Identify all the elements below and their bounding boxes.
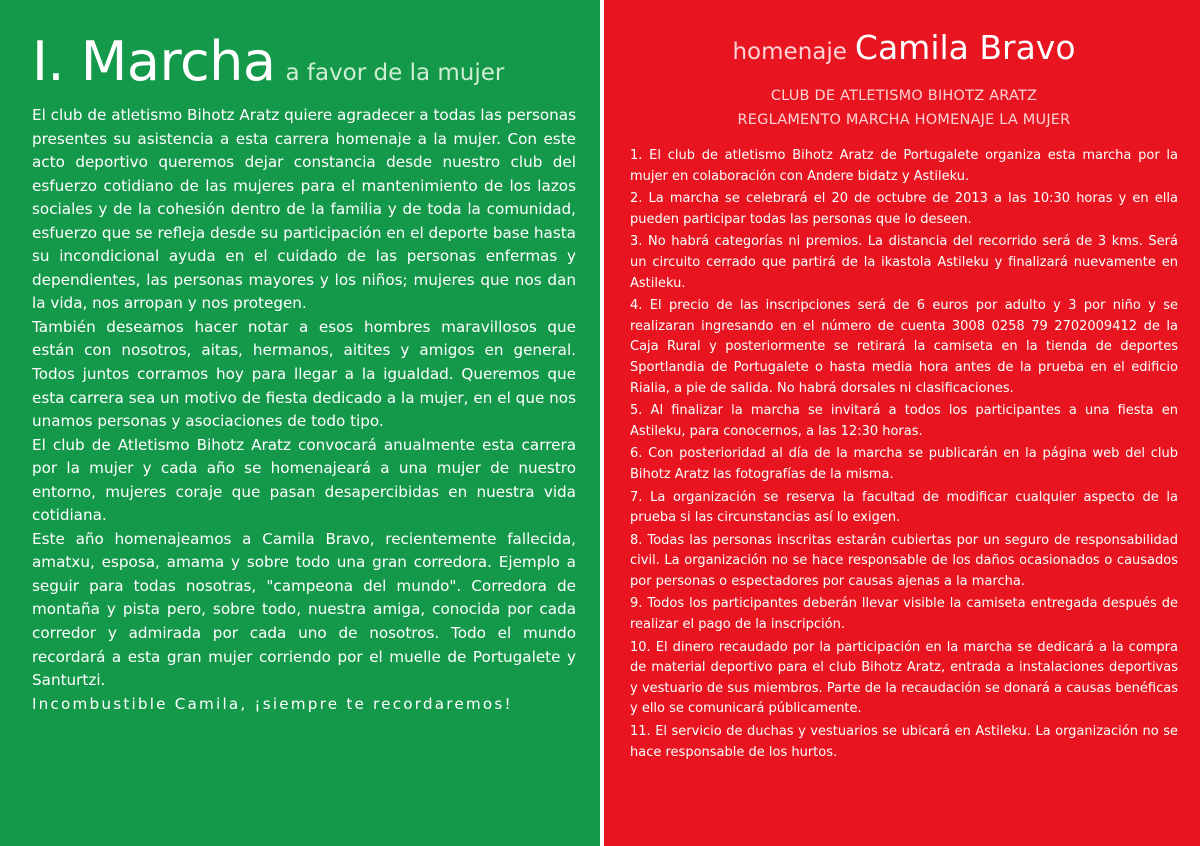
rule-item: 3. No habrá categorías ni premios. La distancia del recorrido será de 3 kms. Será un circuito cerrado que partirá de la ikastola Astileku y finalizará nuevamente en Astileku. bbox=[630, 234, 1178, 291]
rule-item: 9. Todos los participantes deberán llevar visible la camiseta entregada después de realizar el pago de la inscripción. bbox=[630, 596, 1178, 633]
rule-item: 8. Todas las personas inscritas estarán cubiertas por un seguro de responsabilidad civil. La organización no se hace responsable de los daños ocasionados o causados por personas o espectadores por causas ajenas a la marcha. bbox=[630, 532, 1178, 589]
regulation-title: REGLAMENTO MARCHA HOMENAJE LA MUJER bbox=[737, 112, 1071, 128]
right-panel bbox=[604, 0, 1200, 846]
rule-item: 7. La organización se reserva la facultad de modificar cualquier aspecto de la prueba si las circunstancias así lo exigen. bbox=[630, 489, 1178, 526]
tribute-paragraph: Este año homenajeamos a Camila Bravo, recientemente fallecida, amatxu, esposa, amama y sobre todo una gran corredora. Ejemplo a seguir para todas nosotras, "campeona del mundo". Corredora de montaña y pista pero, sobre todo, nuestra amiga, conocida por cada corredor y admirada por cada uno de nosotros. Todo el mundo recordará a esta gran mujer corriendo por el muelle de Portugalete y Santurtzi. bbox=[32, 529, 576, 690]
rule-item: 10. El dinero recaudado por la participación en la marcha se dedicará a la compra de material deportivo para el club Bihotz Aratz, entrada a instalaciones deportivas y vestuario de sus miembros. Parte de la recaudación se donará a causas benéficas y ello se comunicará públicamente. bbox=[630, 639, 1178, 717]
closing-line: Incombustible Camila, ¡siempre te recordaremos! bbox=[32, 694, 513, 713]
rule-item: 5. Al finalizar la marcha se invitará a todos los participantes a una fiesta en Astileku, para conocernos, a las 12:30 horas. bbox=[630, 403, 1178, 439]
annual-paragraph: El club de Atletismo Bihotz Aratz convocará anualmente esta carrera por la mujer y cada año se homenajeará a una mujer de nuestro entorno, mujeres coraje que pasan desapercibidas en nuestra vida cotidiana. bbox=[32, 435, 576, 525]
tribute-prefix: homenaje bbox=[732, 39, 847, 65]
club-name: CLUB DE ATLETISMO BIHOTZ ARATZ bbox=[770, 88, 1038, 104]
tribute-name: Camila Bravo bbox=[854, 28, 1076, 67]
rule-item: 2. La marcha se celebrará el 20 de octubre de 2013 a las 10:30 horas y en ella pueden participar todas las personas que lo deseen. bbox=[630, 191, 1178, 227]
left-title-row bbox=[32, 28, 576, 96]
rule-item: 11. El servicio de duchas y vestuarios se ubicará en Astileku. La organización no se hace responsable de los hurtos. bbox=[630, 724, 1178, 760]
left-body-text bbox=[32, 104, 576, 716]
page-title: I. Marcha bbox=[32, 30, 276, 93]
right-title-row bbox=[630, 22, 1178, 74]
club-heading bbox=[630, 84, 1178, 132]
rule-item: 6. Con posterioridad al día de la marcha se publicarán en la página web del club Bihotz Aratz las fotografías de la misma. bbox=[630, 446, 1178, 482]
men-paragraph: También deseamos hacer notar a esos hombres maravillosos que están con nosotros, aitas, hermanos, aitites y amigos en general. Todos juntos corramos hoy para llegar a la igualdad. Queremos que esta carrera sea un motivo de fiesta dedicado a la mujer, en el que nos unamos personas y asociaciones de todo tipo. bbox=[32, 317, 576, 431]
intro-paragraph: El club de atletismo Bihotz Aratz quiere agradecer a todas las personas presentes su asistencia a esta carrera homenaje a la mujer. Con este acto deportivo queremos dejar constancia desde nuestro club del esfuerzo cotidiano de las mujeres para el mantenimiento de los lazos sociales y de la cohesión dentro de la familia y de toda la comunidad, esfuerzo que se refleja desde su participación en el deporte base hasta su incondicional ayuda en el cuidado de las personas enfermas y dependientes, las personas mayores y los niños; mujeres que nos dan la vida, nos arropan y nos protegen. bbox=[32, 106, 576, 313]
page-subtitle: a favor de la mujer bbox=[285, 60, 505, 86]
rule-item: 4. El precio de las inscripciones será de 6 euros por adulto y 3 por niño y se realizaran ingresando en el número de cuenta 3008 0258 79 2702009412 de la Caja Rural y posteriormente se retirará la camiseta en la tienda de deportes Sportlandia de Portugalete o hasta media hora antes de la prueba en el edificio Rialia, a pie de salida. No habrá dorsales ni clasificaciones. bbox=[630, 298, 1178, 396]
rule-item: 1. El club de atletismo Bihotz Aratz de Portugalete organiza esta marcha por la mujer en colaboración con Andere bidatz y Astileku. bbox=[630, 148, 1178, 184]
rules-list bbox=[630, 146, 1178, 763]
